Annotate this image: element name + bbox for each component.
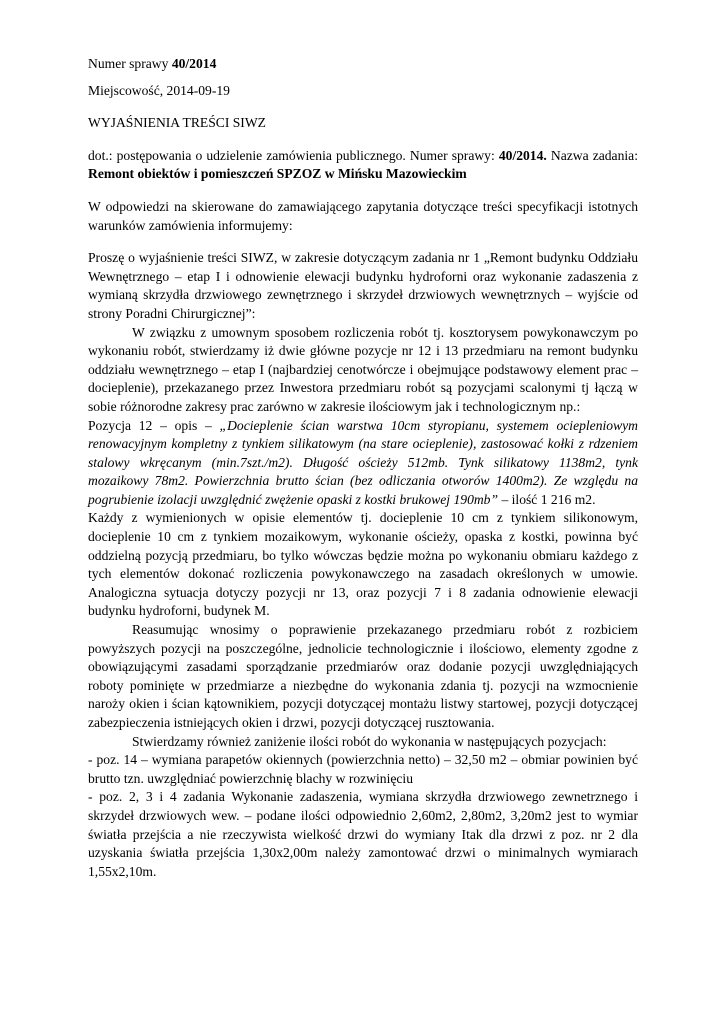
place-date: Miejscowość, 2014-09-19 — [88, 82, 230, 98]
intro-paragraph: W odpowiedzi na skierowane do zamawiającego zapytania dotyczące treści specyfikacji istotnych warunków zamówienia informujemy: — [88, 198, 638, 233]
subject-line — [88, 147, 638, 184]
subject-task-label: Nazwa zadania: — [546, 147, 638, 163]
subject-case-number: 40/2014. — [498, 147, 547, 163]
item-14: - poz. 14 – wymiana parapetów okiennych (powierzchnia netto) – 32,50 m2 – obmiar powinien być brutto tzn. uwzględniać powierzchnię blachy w rozwinięciu — [88, 752, 638, 786]
case-number-label: Numer sprawy — [88, 56, 172, 71]
subject-text: dot.: postępowania o udzielenie zamówienia publicznego. Numer sprawy: — [88, 147, 499, 163]
summary-paragraph: Reasumując wnosimy o poprawienie przekazanego przedmiaru robót z rozbiciem powyższych pozycji na poszczególne, jednolicie technologicznie i ilościowo, elementy zgodne z obowiązującymi zasadami sporządzanie przedmiarów oraz dodanie pozycji uwzględniających roboty pominięte w przedmiarze a niezbędne do wykonania zdania tj. pozycji na wzmocnienie naroży okien i ścian kątownikiem, pozycji dotyczącej montażu listwy startowej, pozycji dotyczącej zabezpieczenia istniejących okien i drzwi, pozycji dotyczącej rusztowania. — [88, 622, 638, 730]
item-2-3-4: - poz. 2, 3 i 4 zadania Wykonanie zadaszenia, wymiana skrzydła drzwiowego zewnetrznego i skrzydeł drzwiowych wew. – podane ilości odpowiednio 2,60m2, 2,80m2, 3,20m2 jest to wymiar światła przejścia a nie rzeczywista wielkość drzwi do wymiany Itak dla drzwi z poz. nr 2 dla uzyskania światła przejścia 1,30x2,00m należy zamontować drzwi o minimalnych wymiarach 1,55x2,10m. — [88, 789, 638, 879]
position-12-prefix: Pozycja 12 – opis – — [88, 417, 220, 433]
document-title: WYJAŚNIENIA TREŚCI SIWZ — [88, 115, 266, 131]
understatement-paragraph: Stwierdzamy również zaniżenie ilości robót do wykonania w następujących pozycjach: — [132, 733, 607, 749]
elements-paragraph: Każdy z wymienionych w opisie elementów tj. docieplenie 10 cm z tynkiem silikonowym, docieplenie 10 cm z tynkiem mozaikowym, wykonanie ościeży, opaska z kostki, powinna być oddzielną pozycją przedmiaru, bo tylko wówczas będzie można po wykonaniu obmiaru każdego z tych elementów dokonać rozliczenia powykonawczego na zasadach określonych w umowie. Analogiczna sytuacja dotyczy pozycji nr 13, oraz pozycji 7 i 8 zadania odnowienie elewacji budynku hydroforni, budynek M. — [88, 510, 638, 619]
position-12-suffix: – ilość 1 216 m2. — [498, 491, 596, 507]
subject-task-name: Remont obiektów i pomieszczeń SPZOZ w Mińsku Mazowieckim — [88, 166, 467, 182]
case-number-value: 40/2014 — [171, 56, 217, 71]
position-12-description: „Docieplenie ścian warstwa 10cm styropianu, systemem ociepleniowym renowacyjnym kompletny z tynkiem silikatowym (na stare ocieplenie), zastosować kołki z rdzeniem stalowy wkręcanym (min.7szt./m2). Długość ościeży 512mb. Tynk silikatowy 1138m2, tynk mozaikowy 78m2. Powierzchnia brutto ścian (bez odliczania otworów 1400m2). Ze względu na pogrubienie izolacji uwzględnić zwężenie opaski z kostki brukowej 190mb” — [88, 417, 638, 507]
question-paragraph: Proszę o wyjaśnienie treści SIWZ, w zakresie dotyczącym zadania nr 1 „Remont budynku Oddziału Wewnętrznego – etap I i odnowienie elewacji budynku hydroforni oraz wykonanie zadaszenia z wymianą skrzydła drzwiowego zewnętrznego i skrzydeł drzwiowych wewnętrznych – wyjście od strony Poradni Chirurgicznej”: — [88, 250, 638, 321]
position-12-paragraph — [88, 417, 638, 510]
contract-paragraph: W związku z umownym sposobem rozliczenia robót tj. kosztorysem powykonawczym po wykonaniu robót, stwierdzamy iż dwie główne pozycje nr 12 i 13 przedmiaru na remont budynku oddziału wewnętrznego – etap I (najbardziej cenotwórcze i obejmujące podstawowy element prac – docieplenie), przekazanego przez Inwestora przedmiaru robót są pozycjami scalonymi tj łączą w sobie różnorodne zakresy prac zarówno w zakresie ilościowym jak i technologicznym np.: — [88, 324, 638, 414]
case-number-line — [88, 55, 638, 74]
